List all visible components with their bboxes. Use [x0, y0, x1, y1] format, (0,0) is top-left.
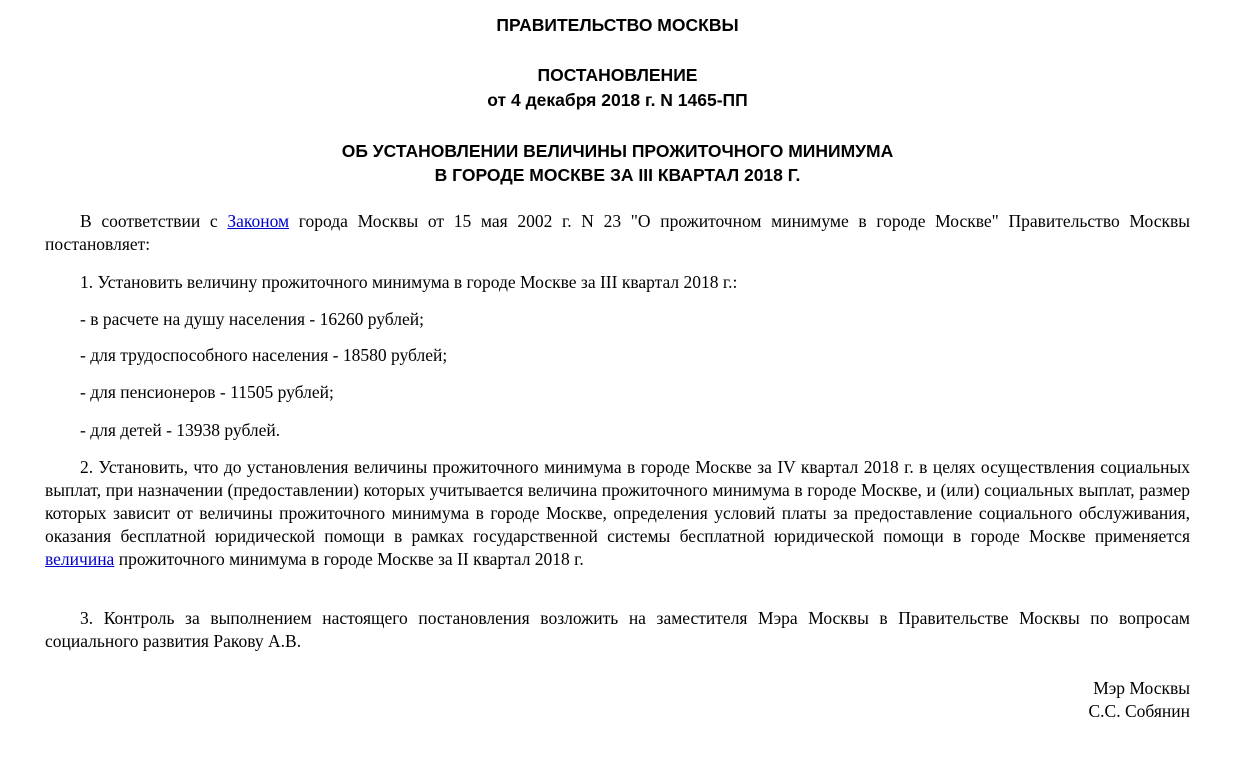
intro-paragraph [45, 210, 1190, 256]
document-title-line-1: ОБ УСТАНОВЛЕНИИ ВЕЛИЧИНЫ ПРОЖИТОЧНОГО МИНИМУМА [341, 141, 894, 161]
item-2-text-before-link: 2. Установить, что до установления величины прожиточного минимума в городе Москве за IV квартал 2018 г. в целях осуществления социальных выплат, при назначении (предоставлении) которых учитывается величина прожиточного минимума в городе Москве, и (или) социальных выплат, размер которых зависит от величины прожиточного минимума в городе Москве, определения условий платы за предоставление социального обслуживания, оказания бесплатной юридической помощи в рамках государственной системы бесплатной юридической помощи в городе Москве применяется [45, 457, 1190, 546]
intro-text-after-link: города Москвы от 15 мая 2002 г. N 23 "О прожиточном минимуме в городе Москве" Правительство Москвы постановляет: [45, 211, 1190, 254]
document-date-number: от 4 декабря 2018 г. N 1465-ПП [487, 90, 748, 110]
document-type: ПОСТАНОВЛЕНИЕ [537, 65, 698, 85]
item-1-line-per-capita: - в расчете на душу населения - 16260 рублей; [80, 309, 424, 329]
item-1-line-pensioners: - для пенсионеров - 11505 рублей; [80, 382, 334, 402]
item-2-text-after-link: прожиточного минимума в городе Москве за II квартал 2018 г. [114, 549, 584, 569]
signature-position: Мэр Москвы [1093, 678, 1190, 698]
item-1-line-children: - для детей - 13938 рублей. [80, 420, 281, 440]
intro-text-before-link: В соответствии с [80, 211, 228, 231]
document-title-line-2: В ГОРОДЕ МОСКВЕ ЗА III КВАРТАЛ 2018 Г. [434, 165, 801, 185]
law-link[interactable]: Законом [227, 211, 290, 231]
issuing-authority: ПРАВИТЕЛЬСТВО МОСКВЫ [496, 15, 739, 35]
signature-name: С.С. Собянин [1088, 701, 1190, 721]
item-1-paragraph: 1. Установить величину прожиточного минимума в городе Москве за III квартал 2018 г.: [80, 272, 738, 292]
item-3-paragraph: 3. Контроль за выполнением настоящего постановления возложить на заместителя Мэра Москвы в Правительстве Москвы по вопросам социального развития Ракову А.В. [45, 608, 1190, 651]
item-2-paragraph [45, 456, 1190, 571]
item-1-line-working-age: - для трудоспособного населения - 18580 рублей; [80, 345, 448, 365]
value-link[interactable]: величина [45, 549, 115, 569]
